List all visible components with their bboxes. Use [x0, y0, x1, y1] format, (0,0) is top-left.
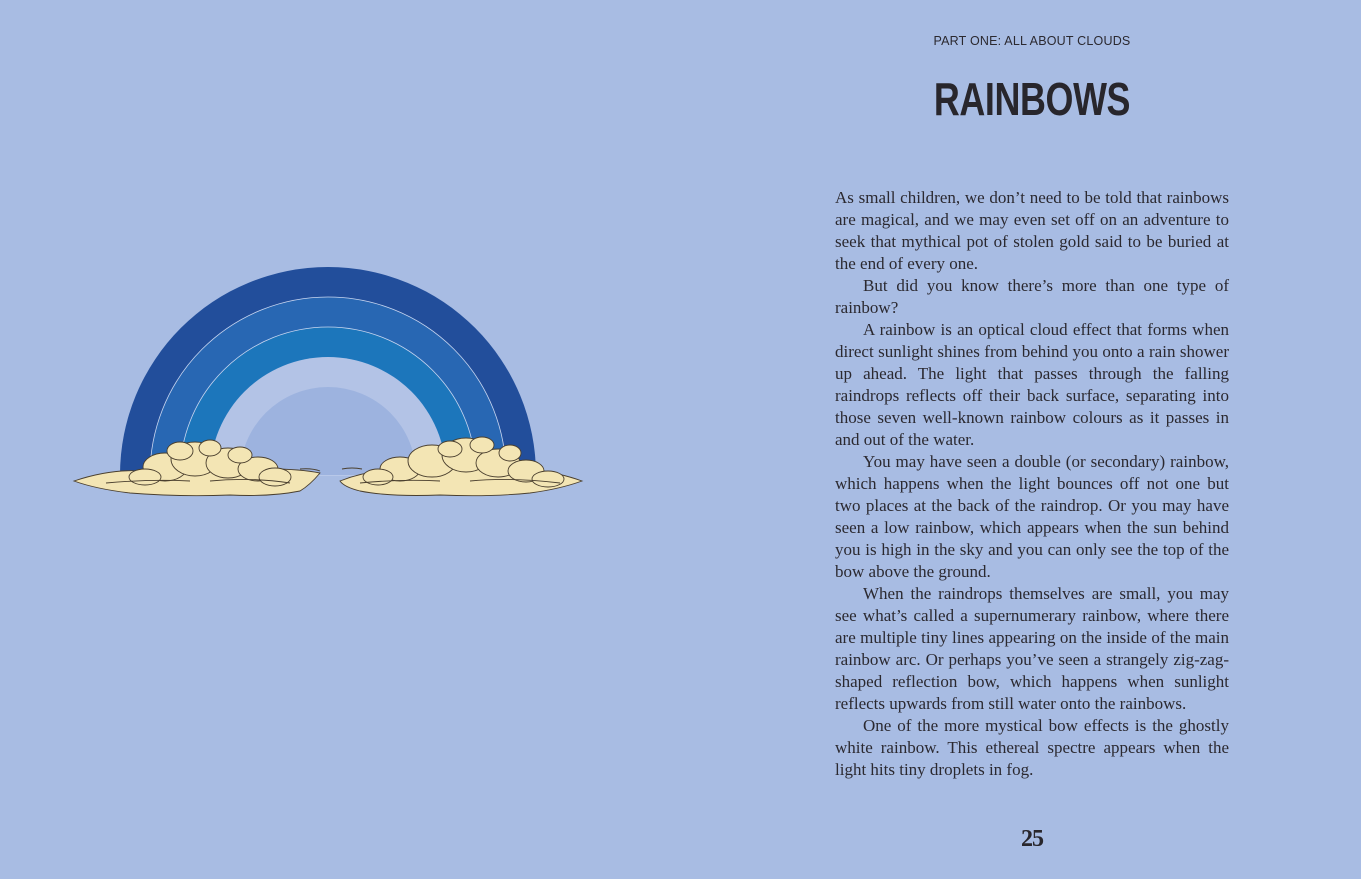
page-title: RAINBOWS [933, 73, 1131, 125]
paragraph: As small children, we don’t need to be told that rainbows are magical, and we may even set off on an adventure to seek that mythical pot of stolen gold said to be buried at the end of every one. [835, 188, 1229, 273]
page-number: 25 [1021, 826, 1043, 852]
paragraph: One of the more mystical bow effects is the ghostly white rainbow. This ethereal spectre appears when the light hits tiny droplets in fog. [835, 716, 1229, 779]
paragraph: But did you know there’s more than one type of rainbow? [835, 276, 1229, 317]
body-text [835, 187, 1229, 781]
rainbow-icon [70, 255, 590, 505]
paragraph: When the raindrops themselves are small, you may see what’s called a supernumerary rainbow, where there are multiple tiny lines appearing on the inside of the main rainbow arc. Or perhaps you’ve seen a strangely zig-zag-shaped reflection bow, which happens when sunlight reflects upwards from still water onto the rainbows. [835, 584, 1229, 713]
paragraph: You may have seen a double (or secondary) rainbow, which happens when the light bounces off not one but two places at the back of the raindrop. Or you may have seen a low rainbow, which appears when the sun behind you is high in the sky and you can only see the top of the bow above the ground. [835, 452, 1229, 581]
paragraph: A rainbow is an optical cloud effect that forms when direct sunlight shines from behind you onto a rain shower up ahead. The light that passes through the falling raindrops reflects off their back surface, separating into those seven well-known rainbow colours as it passes in and out of the water. [835, 320, 1229, 449]
running-head: PART ONE: ALL ABOUT CLOUDS [933, 34, 1131, 48]
rainbow-illustration [70, 255, 590, 505]
